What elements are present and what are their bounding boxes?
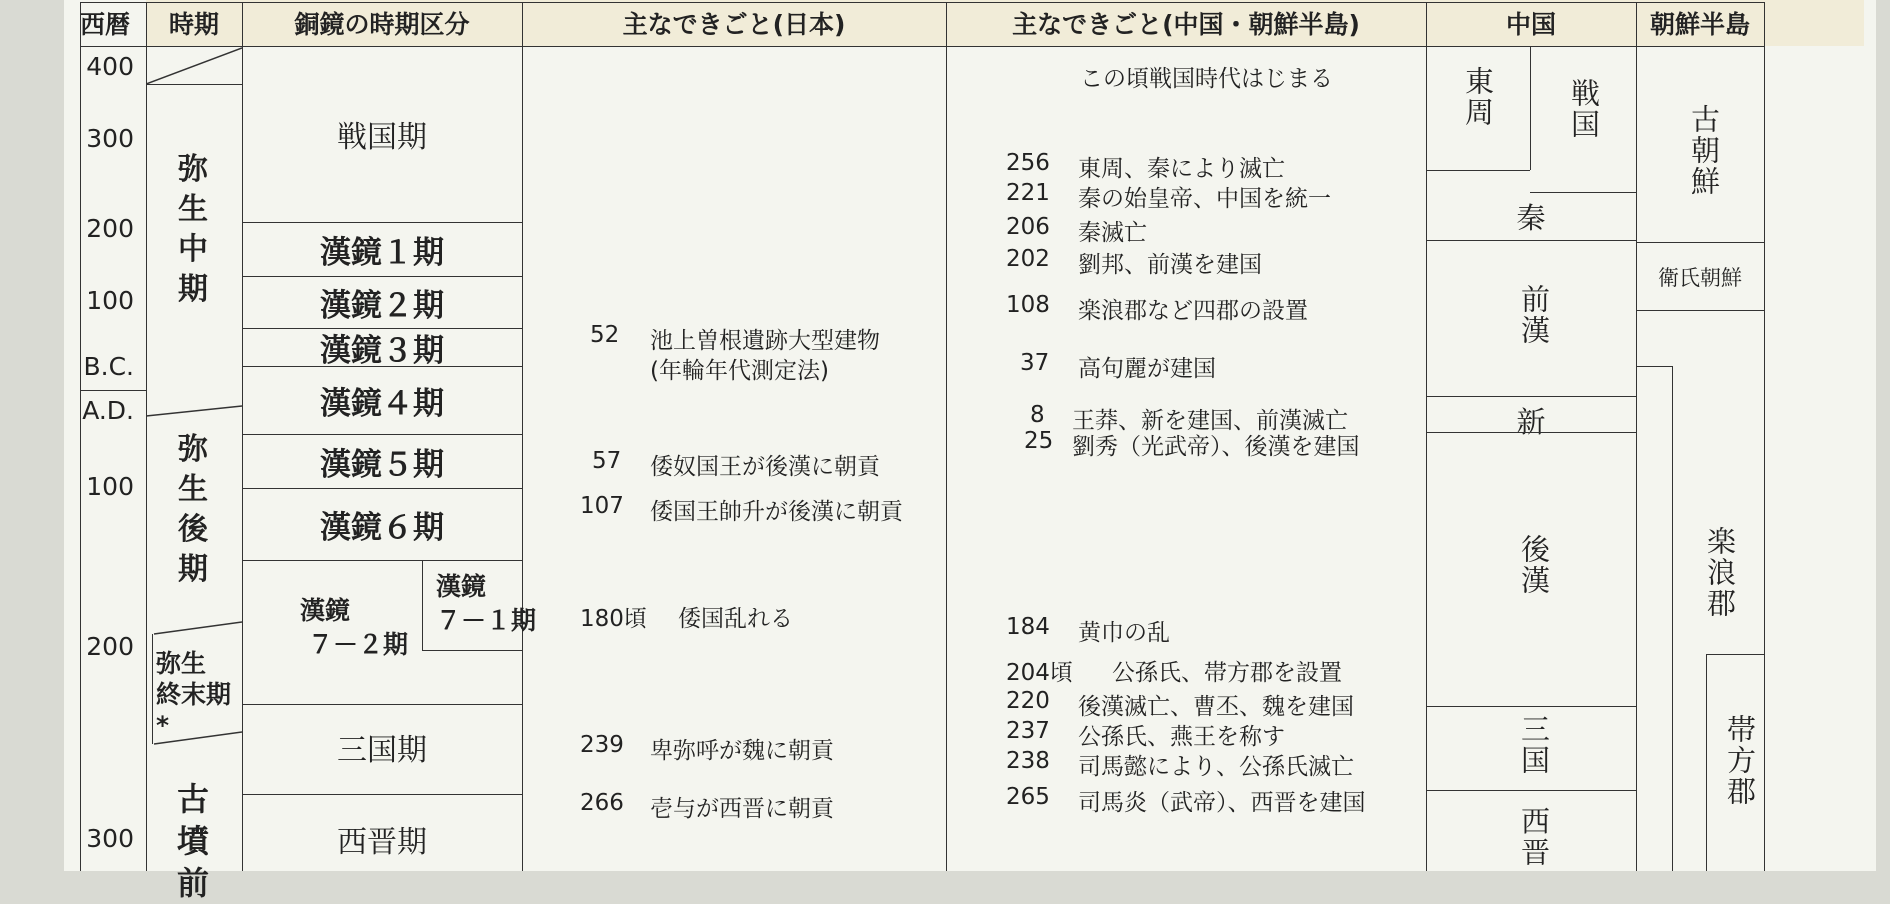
header-period: 時期 [168,10,219,39]
china-event-text: 司馬炎（武帝）、西晋を建国 [1078,790,1366,816]
china-event-text: 公孫氏、帯方郡を設置 [1112,660,1342,686]
rule [422,650,522,651]
china-event-text: 秦の始皇帝、中国を統一 [1078,186,1331,212]
japan-event-year: 107 [580,493,624,519]
header-year: 西暦 [79,10,130,39]
china-event-text: 後漢滅亡、曹丕、魏を建国 [1078,694,1354,720]
japan-event-text: 倭国乱れる [678,606,793,632]
china-event-year: 8 [1030,402,1045,428]
rule [242,560,522,561]
china-event-year: 256 [1006,150,1050,176]
china-event-year: 108 [1006,292,1050,318]
china-event-year: 220 [1006,688,1050,714]
china-event-text: 東周、秦により滅亡 [1078,156,1285,182]
year-label: 200 [86,632,134,661]
rule [1530,192,1636,193]
china-shin-wang-mang: 新 [1516,405,1546,439]
mirror-kan1: 漢鏡１期 [320,234,444,271]
china-event-year: 184 [1006,614,1050,640]
rule [1636,242,1764,243]
china-gokan: 後漢 [1517,534,1551,596]
korea-ei-chosen: 衛氏朝鮮 [1658,266,1742,290]
mirror-kan2: 漢鏡２期 [320,287,444,324]
mirror-kan7-1: 漢鏡 ７－１期 [436,572,537,635]
korea-rakuro: 楽浪郡 [1703,526,1737,619]
year-label: A.D. [82,396,134,425]
china-event-text: 秦滅亡 [1078,220,1147,246]
rule [1426,240,1636,241]
japan-event-text: 卑弥呼が魏に朝貢 [650,738,834,764]
china-event-text: 劉邦、前漢を建国 [1078,252,1262,278]
china-event-year: 206 [1006,214,1050,240]
mirror-kan3: 漢鏡３期 [320,332,444,369]
rule [1636,310,1764,311]
bc-ad-divider [80,390,146,391]
mirror-kan4: 漢鏡４期 [320,385,444,422]
korea-ko-chosen: 古朝鮮 [1687,104,1721,197]
china-event-year: 238 [1006,748,1050,774]
period-late-yayoi: 弥 生 後 期 [178,432,208,587]
rule [1426,170,1530,171]
year-label: 300 [86,124,134,153]
japan-event-year: 266 [580,790,624,816]
china-event-text: 王莽、新を建国、前漢滅亡 [1072,408,1348,434]
japan-event-year: 180頃 [580,606,647,632]
china-event-text: 高句麗が建国 [1078,356,1216,382]
period-slant-line [146,46,242,86]
year-label: B.C. [83,352,134,381]
year-label: 100 [86,286,134,315]
china-seishin: 西晋 [1517,806,1551,868]
chronology-table [64,0,1876,902]
rule [1426,706,1636,707]
period-slant-line [146,404,242,418]
header-korea: 朝鮮半島 [1649,10,1750,39]
china-event-year: 25 [1024,428,1054,454]
japan-event-year: 239 [580,732,624,758]
mirror-kan7-2: 漢鏡 ７－２期 [300,596,409,659]
japan-event-note: (年輪年代測定法) [650,358,829,384]
year-label: 100 [86,472,134,501]
china-higashi-shu: 東周 [1461,66,1495,128]
korea-taiho: 帯方郡 [1723,714,1757,807]
china-sangoku: 三国 [1517,714,1551,776]
mirror-kan5: 漢鏡５期 [320,446,444,483]
china-event-year: 221 [1006,180,1050,206]
period-slant-line [152,620,242,636]
rule [1426,432,1636,433]
header-china: 中国 [1505,10,1556,39]
rule [1426,790,1636,791]
header-japan-events: 主なできごと(日本) [622,10,846,39]
rule [1426,396,1636,397]
china-zenkan: 前漢 [1517,284,1551,346]
mirror-kan6: 漢鏡６期 [320,509,444,546]
rule [146,84,242,85]
header-china-korea-events: 主なできごと(中国・朝鮮半島) [1012,10,1360,39]
mirror-seishin: 西晋期 [337,825,427,860]
china-event-year: 265 [1006,784,1050,810]
rule [1636,366,1672,367]
china-event-text: 黄巾の乱 [1078,620,1170,646]
china-event-intro: この頃戦国時代はじまる [1080,66,1333,92]
japan-event-text: 倭国王帥升が後漢に朝貢 [650,499,903,525]
period-kofun: 古 墳 前 [176,780,209,902]
col-line [152,634,153,744]
col-line [1672,366,1673,871]
col-line [1636,2,1637,871]
period-mid-yayoi: 弥 生 中 期 [178,152,208,307]
mirror-sangoku: 三国期 [337,733,427,768]
china-event-year: 37 [1020,350,1050,376]
col-line [1764,2,1765,871]
period-final-yayoi: 弥生 終末期 * [156,649,232,740]
col-line [946,2,947,871]
mirror-sengoku: 戦国期 [337,120,427,155]
china-event-year: 204頃 [1006,660,1073,686]
year-label: 300 [86,824,134,853]
rule [1706,654,1764,655]
china-event-text: 劉秀（光武帝）、後漢を建国 [1072,434,1360,460]
japan-event-text: 壱与が西晋に朝貢 [650,796,834,822]
china-event-text: 公孫氏、燕王を称す [1078,724,1285,750]
col-line [522,2,523,871]
period-slant-line [152,730,242,746]
header-mirror: 銅鏡の時期区分 [294,10,470,39]
japan-event-year: 52 [590,322,620,348]
rule [80,2,1764,3]
japan-event-year: 57 [592,448,622,474]
china-event-text: 楽浪郡など四郡の設置 [1078,298,1308,324]
col-line [422,560,423,650]
japan-event-text: 倭奴国王が後漢に朝貢 [650,454,880,480]
japan-event-text: 池上曽根遺跡大型建物 [650,328,880,354]
china-sengoku: 戦国 [1567,78,1601,140]
year-label: 200 [86,214,134,243]
china-event-year: 237 [1006,718,1050,744]
china-shin: 秦 [1516,201,1546,235]
year-label: 400 [86,52,134,81]
china-event-text: 司馬懿により、公孫氏滅亡 [1078,754,1354,780]
col-line [1706,654,1707,871]
col-line [1530,46,1531,170]
china-event-year: 202 [1006,246,1050,272]
